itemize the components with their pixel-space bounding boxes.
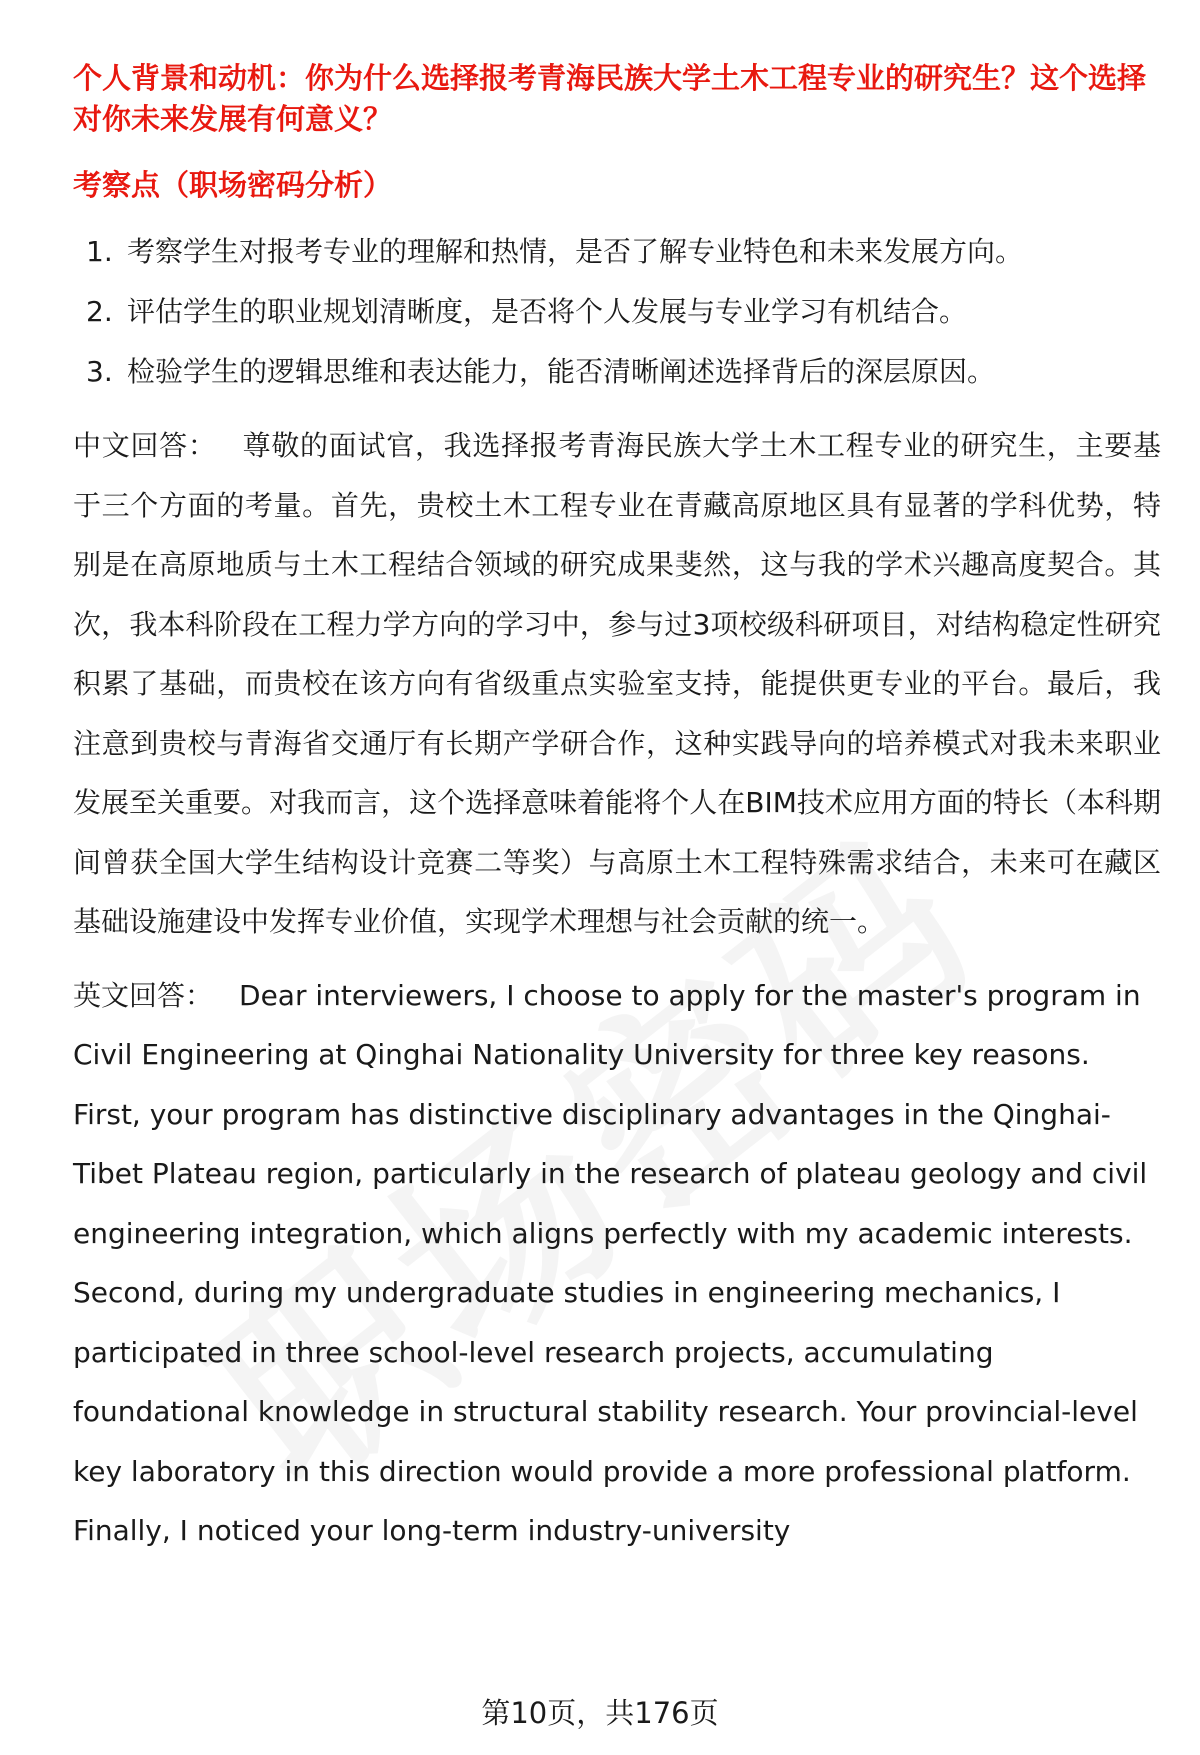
chinese-answer-label: 中文回答： [73, 429, 217, 462]
exam-point-number: 1. [86, 235, 113, 268]
chinese-answer-text: 尊敬的面试官，我选择报考青海民族大学土木工程专业的研究生，主要基于三个方面的考量。首先，贵校土木工程专业在青藏高原地区具有显著的学科优势，特别是在高原地质与土木工程结合领域的研究成果斐然，这与我的学术兴趣高度契合。其次，我本科阶段在工程力学方向的学习中，参与过3项校级科研项目，对结构稳定性研究积累了基础，而贵校在该方向有省级重点实验室支持，能提供更专业的平台。最后，我注意到贵校与青海省交通厅有长期产学研合作，这种实践导向的培养模式对我未来职业发展至关重要。对我而言，这个选择意味着能将个人在BIM技术应用方面的特长（本科期间曾获全国大学生结构设计竞赛二等奖）与高原土木工程特殊需求结合，未来可在藏区基础设施建设中发挥专业价值，实现学术理想与社会贡献的统一。 [73, 429, 1161, 938]
exam-point-item [73, 292, 1163, 332]
question-heading: 个人背景和动机：你为什么选择报考青海民族大学土木工程专业的研究生？这个选择对你未来发展有何意义？ [73, 61, 1147, 136]
page-number-footer: 第10页，共176页 [481, 1696, 719, 1730]
exam-point-item [73, 352, 1163, 392]
chinese-answer [73, 416, 1161, 952]
exam-point-number: 3. [86, 355, 113, 388]
exam-point-item [73, 232, 1163, 272]
exam-point-text: 检验学生的逻辑思维和表达能力，能否清晰阐述选择背后的深层原因。 [127, 355, 996, 388]
english-answer-text: Dear interviewers, I choose to apply for the master's program in Civil Engineering at Qinghai Nationality University for three key reasons. First, your program has distinctive disciplinary advantages in the Qinghai-Tibet Plateau region, particularly in the research of plateau geology and civil engineering integration, which aligns perfectly with my academic interests. Second, during my undergraduate studies in engineering mechanics, I participated in three school-level research projects, accumulating foundational knowledge in structural stability research. Your provincial-level key laboratory in this direction would provide a more professional platform. Finally, I noticed your long-term industry-university [73, 978, 1148, 1547]
exam-points-list [73, 232, 1163, 392]
english-answer [73, 966, 1148, 1561]
page-content [73, 58, 1163, 1561]
english-answer-label: 英文回答： [73, 978, 214, 1012]
exam-point-text: 评估学生的职业规划清晰度，是否将个人发展与专业学习有机结合。 [127, 295, 968, 328]
exam-points-title: 考察点（职场密码分析） [73, 168, 393, 202]
exam-point-text: 考察学生对报考专业的理解和热情，是否了解专业特色和未来发展方向。 [127, 235, 1024, 268]
exam-point-number: 2. [86, 295, 113, 328]
